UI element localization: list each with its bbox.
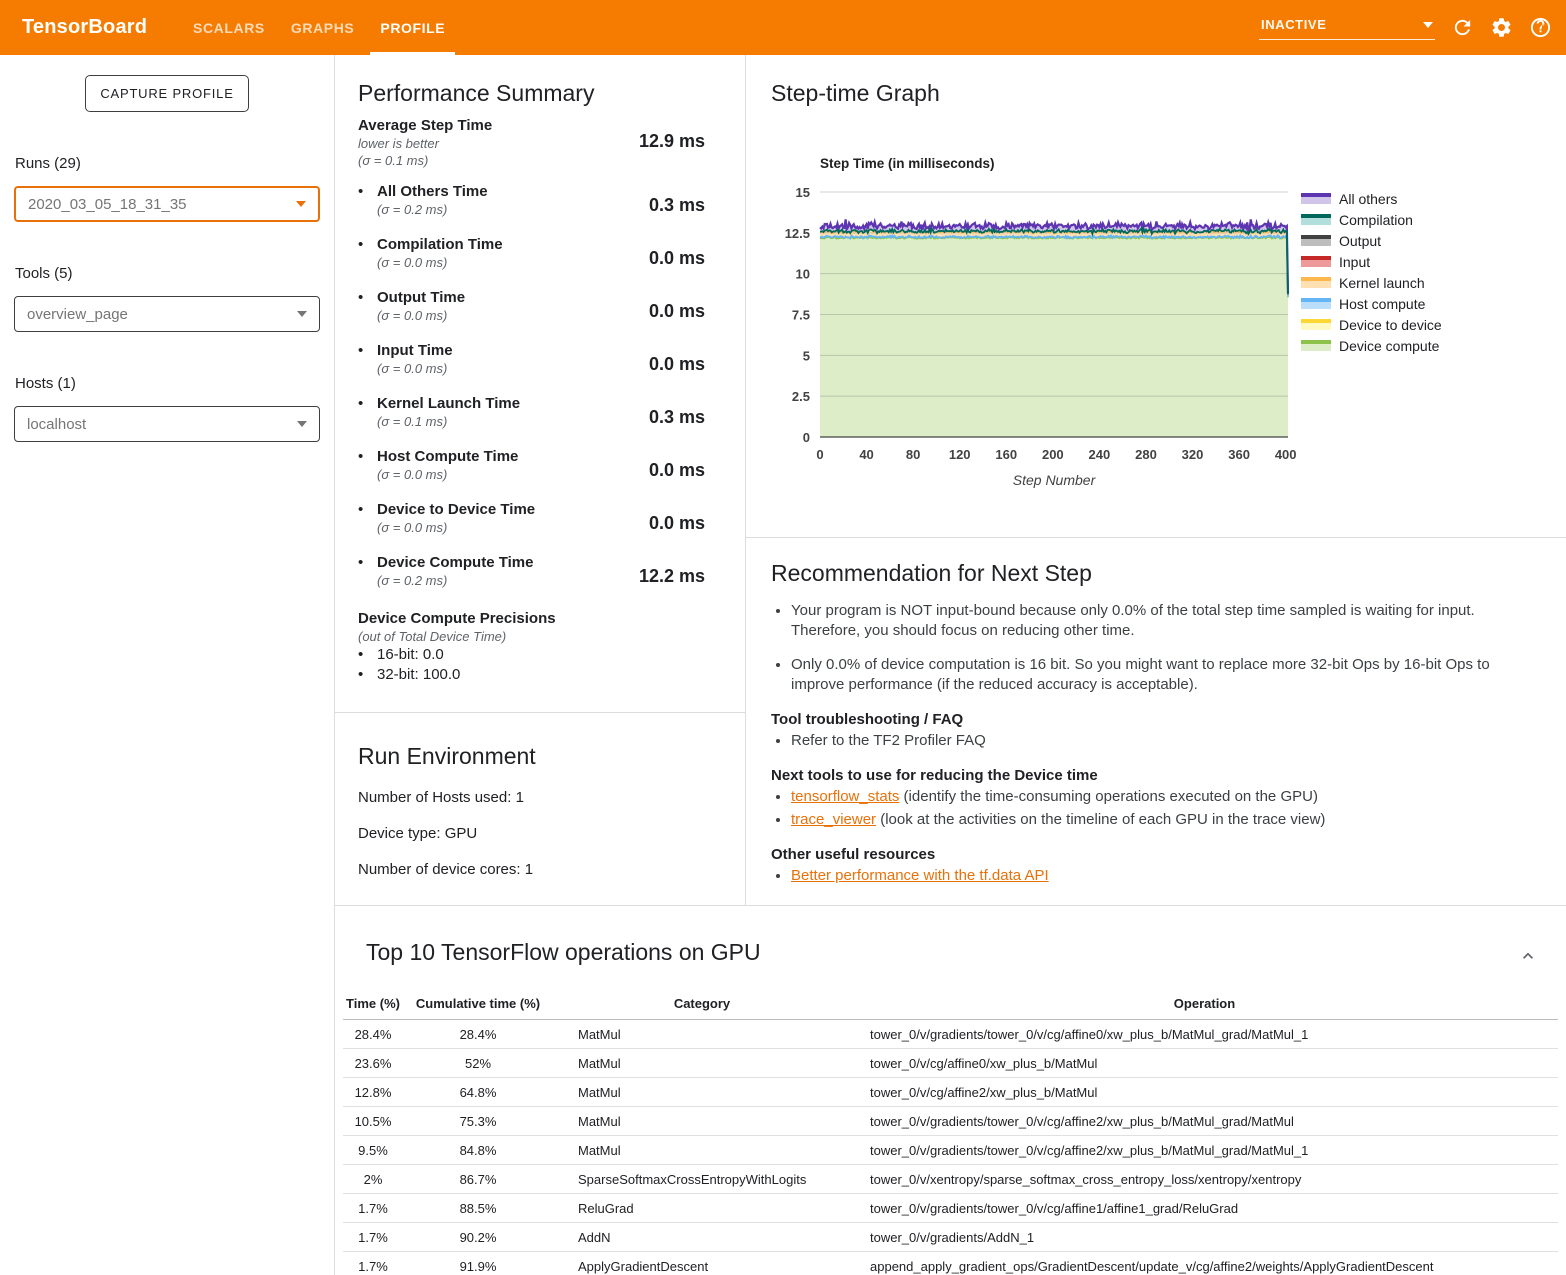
recommendation-bullet: • Only 0.0% of device computation is 16 bit. So you might want to replace more 32-bit Ops by 16-bit Ops to improve performance (if the reduced accuracy is acceptable). xyxy=(791,655,1546,695)
bullet: • xyxy=(358,183,364,200)
metric-sigma: (σ = 0.2 ms) xyxy=(377,573,448,588)
step-time-chart[interactable] xyxy=(746,145,1566,515)
metric-sigma: (σ = 0.1 ms) xyxy=(377,414,448,429)
recommendation-bullet: • Your program is NOT input-bound because only 0.0% of the total step time sampled is waiting for input. Therefore, you should focus on reducing other time. xyxy=(791,601,1546,641)
subsection-item xyxy=(791,866,1546,886)
sidebar-select-runs[interactable] xyxy=(14,186,320,222)
cell-time: 1.7% xyxy=(343,1252,403,1275)
header-controls xyxy=(1259,0,1566,55)
cell-category: SparseSoftmaxCrossEntropyWithLogits xyxy=(553,1165,853,1194)
svg-text:Host compute: Host compute xyxy=(1339,296,1426,312)
caret-down-icon xyxy=(1423,22,1433,28)
top-ops-section xyxy=(335,905,1566,1275)
metric-sigma: (σ = 0.2 ms) xyxy=(377,202,448,217)
cell-operation: tower_0/v/cg/affine2/xw_plus_b/MatMul xyxy=(853,1078,1558,1107)
sidebar-select-hosts[interactable] xyxy=(14,406,320,442)
sidebar-group-label: Runs (29) xyxy=(15,155,81,172)
metric-label: Compilation Time xyxy=(377,236,503,253)
metric-value: 0.0 ms xyxy=(648,301,705,321)
cell-operation: tower_0/v/gradients/tower_0/v/cg/affine0/xw_plus_b/MatMul_grad/MatMul_1 xyxy=(853,1020,1558,1049)
table-row xyxy=(343,1020,1558,1049)
cell-time: 10.5% xyxy=(343,1107,403,1136)
svg-text:2.5: 2.5 xyxy=(791,389,810,405)
sidebar-select-value: 2020_03_05_18_31_35 xyxy=(28,195,187,213)
svg-text:0: 0 xyxy=(802,430,810,445)
metric-value: 12.2 ms xyxy=(638,566,705,586)
reload-status-select[interactable] xyxy=(1259,15,1435,40)
bullet: • xyxy=(358,666,364,683)
metric-row xyxy=(358,183,705,236)
overview-left-column xyxy=(335,55,746,905)
tab-profile[interactable]: PROFILE xyxy=(367,0,458,55)
cell-time: 23.6% xyxy=(343,1049,403,1078)
svg-text:200: 200 xyxy=(1041,447,1064,462)
bullet: • xyxy=(358,236,364,253)
bullet: • xyxy=(358,501,364,518)
sidebar-group-label: Hosts (1) xyxy=(15,375,76,392)
bullet: • xyxy=(358,448,364,465)
metric-label: Host Compute Time xyxy=(377,448,519,465)
svg-text:80: 80 xyxy=(905,447,921,462)
cell-cumulative: 91.9% xyxy=(403,1252,553,1275)
cell-operation: tower_0/v/cg/affine0/xw_plus_b/MatMul xyxy=(853,1049,1558,1078)
col-header-cumulative: Cumulative time (%) xyxy=(403,991,553,1020)
cell-cumulative: 28.4% xyxy=(403,1020,553,1049)
cell-category: MatMul xyxy=(553,1107,853,1136)
metric-row xyxy=(358,501,705,554)
svg-text:12.5: 12.5 xyxy=(784,225,810,241)
cell-cumulative: 52% xyxy=(403,1049,553,1078)
subsection-item: • Refer to the TF2 Profiler FAQ xyxy=(791,731,1546,751)
cell-category: ApplyGradientDescent xyxy=(553,1252,853,1275)
bullet: • xyxy=(358,342,364,359)
sidebar-select-tools[interactable] xyxy=(14,296,320,332)
cell-operation: tower_0/v/xentropy/sparse_softmax_cross_entropy_loss/xentropy/xentropy xyxy=(853,1165,1558,1194)
sidebar-select-value: localhost xyxy=(27,415,87,433)
tab-scalars[interactable]: SCALARS xyxy=(193,19,265,36)
sidebar-group xyxy=(14,265,320,332)
metric-note: lower is better xyxy=(358,136,439,151)
metric-value: 0.0 ms xyxy=(648,513,705,533)
caret-down-icon xyxy=(296,201,306,207)
link-trace-viewer[interactable]: trace_viewer xyxy=(791,811,877,828)
cell-category: MatMul xyxy=(553,1020,853,1049)
svg-text:40: 40 xyxy=(859,447,874,462)
table-row xyxy=(343,1107,1558,1136)
metric-sigma: (σ = 0.0 ms) xyxy=(377,255,448,270)
svg-text:All others: All others xyxy=(1339,191,1398,207)
app-title: TensorBoard xyxy=(22,16,148,38)
svg-text:Input: Input xyxy=(1339,254,1371,270)
cell-operation: tower_0/v/gradients/tower_0/v/cg/affine1/affine1_grad/ReluGrad xyxy=(853,1194,1558,1223)
reload-status-value: INACTIVE xyxy=(1261,17,1327,32)
precisions-note: (out of Total Device Time) xyxy=(358,629,507,644)
help-icon[interactable] xyxy=(1529,16,1552,39)
svg-text:120: 120 xyxy=(948,447,971,462)
sidebar-group xyxy=(14,375,320,442)
caret-down-icon xyxy=(297,311,307,317)
svg-text:Kernel launch: Kernel launch xyxy=(1339,275,1425,291)
settings-gear-icon[interactable] xyxy=(1490,16,1513,39)
metric-label: Kernel Launch Time xyxy=(377,395,521,412)
subsection-item: • trace_viewer (look at the activities on the timeline of each GPU in the trace view) xyxy=(791,810,1546,830)
precision-item xyxy=(358,645,705,665)
cell-time: 1.7% xyxy=(343,1194,403,1223)
cell-cumulative: 86.7% xyxy=(403,1165,553,1194)
svg-text:5: 5 xyxy=(802,348,810,364)
svg-text:320: 320 xyxy=(1181,447,1204,462)
bullet: • xyxy=(358,646,364,663)
svg-text:Step Number: Step Number xyxy=(1012,472,1096,488)
precision-item xyxy=(358,665,705,685)
svg-text:Device to device: Device to device xyxy=(1339,317,1442,333)
metric-label: Average Step Time xyxy=(358,117,493,134)
svg-text:240: 240 xyxy=(1088,447,1111,462)
chart-legend xyxy=(1301,191,1442,354)
nav-tabs xyxy=(180,0,458,55)
svg-text:10: 10 xyxy=(795,266,810,282)
table-row xyxy=(343,1136,1558,1165)
metric-sigma: (σ = 0.0 ms) xyxy=(377,467,448,482)
cell-operation: tower_0/v/gradients/tower_0/v/cg/affine2/xw_plus_b/MatMul_grad/MatMul xyxy=(853,1107,1558,1136)
sidebar xyxy=(0,55,335,1275)
svg-text:Device compute: Device compute xyxy=(1339,338,1440,354)
precisions-label: Device Compute Precisions xyxy=(358,610,556,627)
svg-text:280: 280 xyxy=(1135,447,1157,462)
cell-time: 12.8% xyxy=(343,1078,403,1107)
performance-summary-title: Performance Summary xyxy=(358,80,595,106)
bullet: • xyxy=(358,289,364,306)
svg-text:160: 160 xyxy=(995,447,1018,462)
divider xyxy=(335,712,745,713)
svg-text:360: 360 xyxy=(1228,447,1250,462)
link-better-performance-with-the-tf-data-api[interactable]: Better performance with the tf.data API xyxy=(791,867,1049,884)
subsection-item: • tensorflow_stats (identify the time-consuming operations executed on the GPU) xyxy=(791,787,1546,807)
metric-label: Device Compute Time xyxy=(377,554,534,571)
recommendation-subsection xyxy=(771,846,1546,886)
cell-operation: tower_0/v/gradients/AddN_1 xyxy=(853,1223,1558,1252)
cell-operation: append_apply_gradient_ops/GradientDescent/update_v/cg/affine2/weights/ApplyGradientDescent xyxy=(853,1252,1558,1275)
cell-time: 28.4% xyxy=(343,1020,403,1049)
step-time-graph-title: Step-time Graph xyxy=(771,80,940,106)
metric-label: All Others Time xyxy=(377,183,488,200)
metric-sigma: (σ = 0.0 ms) xyxy=(377,308,448,323)
metric-value: 0.0 ms xyxy=(648,354,705,374)
metric-value: 0.3 ms xyxy=(648,407,705,427)
metric-value: 0.0 ms xyxy=(648,248,705,268)
table-row xyxy=(343,1194,1558,1223)
precision-text: 16-bit: 0.0 xyxy=(377,646,444,663)
run-environment xyxy=(358,743,536,878)
table-row xyxy=(343,1165,1558,1194)
subsection-heading: Tool troubleshooting / FAQ xyxy=(771,711,964,728)
metric-label: Device to Device Time xyxy=(377,501,536,518)
sidebar-group-label: Tools (5) xyxy=(15,265,73,282)
cell-category: AddN xyxy=(553,1223,853,1252)
table-row xyxy=(343,1078,1558,1107)
capture-profile-button[interactable]: CAPTURE PROFILE xyxy=(85,75,249,112)
environment-line: Number of device cores: 1 xyxy=(358,861,534,878)
metric-row xyxy=(358,448,705,501)
cell-category: ReluGrad xyxy=(553,1194,853,1223)
metric-value: 0.0 ms xyxy=(648,460,705,480)
device-compute-precisions xyxy=(358,610,705,685)
col-header-operation: Operation xyxy=(853,991,1558,1020)
table-row xyxy=(343,1049,1558,1078)
precision-text: 32-bit: 100.0 xyxy=(377,666,461,683)
cell-category: MatMul xyxy=(553,1136,853,1165)
step-time-chart-container xyxy=(746,145,1566,515)
cell-cumulative: 64.8% xyxy=(403,1078,553,1107)
cell-time: 1.7% xyxy=(343,1223,403,1252)
table-row xyxy=(343,1252,1558,1275)
metric-value: 12.9 ms xyxy=(638,131,705,151)
svg-text:Step Time (in milliseconds): Step Time (in milliseconds) xyxy=(820,156,995,171)
metric-row xyxy=(358,236,705,289)
run-environment-title: Run Environment xyxy=(358,743,536,769)
refresh-icon[interactable] xyxy=(1451,16,1474,39)
svg-text:Output: Output xyxy=(1339,233,1382,249)
tab-graphs[interactable]: GRAPHS xyxy=(290,19,355,36)
collapse-chevron-up-icon[interactable] xyxy=(1518,946,1538,966)
cell-cumulative: 90.2% xyxy=(403,1223,553,1252)
table-header-row xyxy=(343,991,1558,1020)
metric-sigma: (σ = 0.0 ms) xyxy=(377,361,448,376)
overview-right-column xyxy=(746,55,1566,905)
top-ops-table xyxy=(343,991,1558,1275)
metric-row xyxy=(358,554,705,607)
svg-text:0: 0 xyxy=(816,447,824,462)
divider xyxy=(746,537,1566,538)
bullet: • xyxy=(358,395,364,412)
environment-line: Device type: GPU xyxy=(358,825,478,842)
metric-label: Output Time xyxy=(377,289,466,306)
recommendation-subsection xyxy=(771,767,1546,830)
col-header-category: Category xyxy=(553,991,853,1020)
col-header-time: Time (%) xyxy=(343,991,403,1020)
svg-text:15: 15 xyxy=(795,185,810,200)
metric-sigma: (σ = 0.0 ms) xyxy=(377,520,448,535)
svg-text:Compilation: Compilation xyxy=(1339,212,1413,228)
recommendation-title: Recommendation for Next Step xyxy=(771,560,1092,586)
cell-category: MatMul xyxy=(553,1078,853,1107)
caret-down-icon xyxy=(297,421,307,427)
subsection-heading: Next tools to use for reducing the Device time xyxy=(771,767,1098,784)
metric-row xyxy=(358,289,705,342)
recommendation-section xyxy=(771,560,1546,889)
metric-row xyxy=(358,395,705,448)
svg-text:7.5: 7.5 xyxy=(791,307,810,323)
cell-time: 9.5% xyxy=(343,1136,403,1165)
bullet: • xyxy=(358,554,364,571)
recommendation-subsection xyxy=(771,711,1546,751)
cell-cumulative: 75.3% xyxy=(403,1107,553,1136)
metric-label: Input Time xyxy=(377,342,453,359)
top-app-bar xyxy=(0,0,1566,55)
top-ops-title: Top 10 TensorFlow operations on GPU xyxy=(366,939,761,965)
metric-sigma: (σ = 0.1 ms) xyxy=(358,153,429,168)
cell-operation: tower_0/v/gradients/tower_0/v/cg/affine2/xw_plus_b/MatMul_grad/MatMul_1 xyxy=(853,1136,1558,1165)
cell-cumulative: 84.8% xyxy=(403,1136,553,1165)
metric-row xyxy=(358,342,705,395)
environment-line: Number of Hosts used: 1 xyxy=(358,789,524,806)
subsection-heading: Other useful resources xyxy=(771,846,936,863)
avg-step-time-row xyxy=(358,117,705,183)
metric-value: 0.3 ms xyxy=(648,195,705,215)
sidebar-select-value: overview_page xyxy=(27,305,128,323)
sidebar-group xyxy=(14,155,320,222)
link-tensorflow-stats[interactable]: tensorflow_stats xyxy=(791,788,900,805)
table-row xyxy=(343,1223,1558,1252)
cell-time: 2% xyxy=(343,1165,403,1194)
cell-category: MatMul xyxy=(553,1049,853,1078)
cell-cumulative: 88.5% xyxy=(403,1194,553,1223)
svg-text:400: 400 xyxy=(1274,447,1297,462)
